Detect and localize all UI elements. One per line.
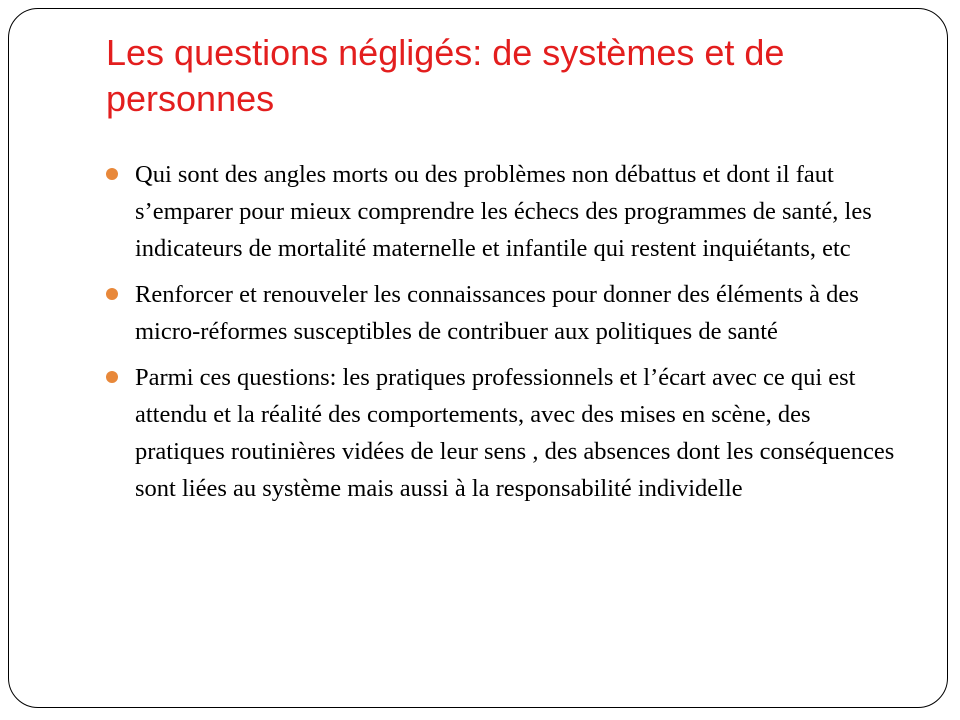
bullet-text: Qui sont des angles morts ou des problèmes non débattus et dont il faut s’emparer pour mieux comprendre les échecs des programmes de santé, les indicateurs de mortalité maternelle et infantile qui restent inquiétants, etc xyxy=(135,161,872,262)
bullet-item xyxy=(106,359,906,507)
bullet-dot-icon xyxy=(106,371,118,383)
bullet-dot-icon xyxy=(106,288,118,300)
slide-title: Les questions négligés: de systèmes et de personnes xyxy=(106,32,785,119)
bullet-list xyxy=(106,156,906,516)
bullet-item xyxy=(106,156,906,267)
bullet-text: Renforcer et renouveler les connaissances pour donner des éléments à des micro-réformes susceptibles de contribuer aux politiques de santé xyxy=(135,281,859,345)
bullet-dot-icon xyxy=(106,168,118,180)
bullet-text: Parmi ces questions: les pratiques professionnels et l’écart avec ce qui est attendu et la réalité des comportements, avec des mises en scène, des pratiques routinières vidées de leur sens , des absences dont les conséquences sont liées au système mais aussi à la responsabilité individelle xyxy=(135,364,895,502)
bullet-item xyxy=(106,276,906,350)
